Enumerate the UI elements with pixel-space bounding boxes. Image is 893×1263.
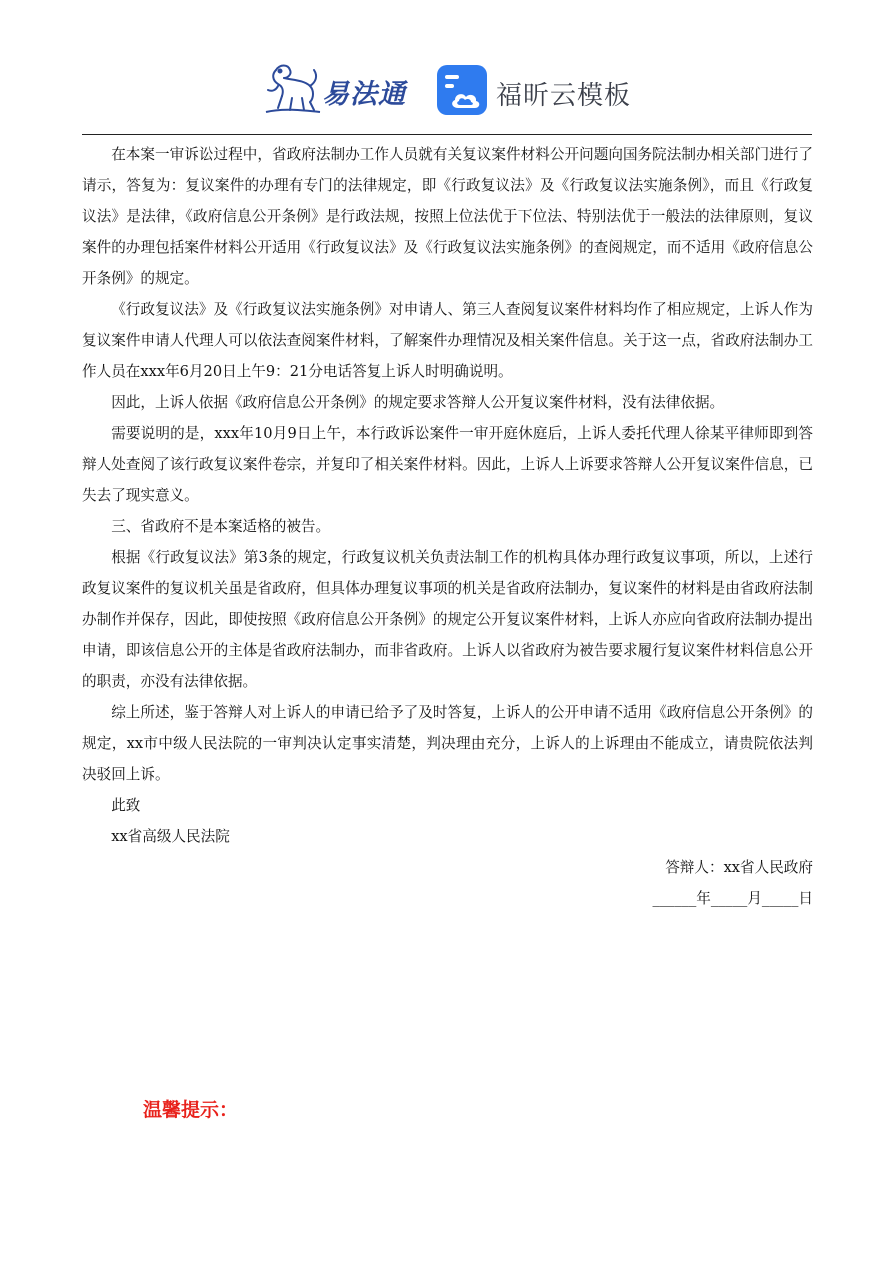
warm-tip-label: 温馨提示： bbox=[143, 1099, 239, 1121]
paragraph: 《行政复议法》及《行政复议法实施条例》对申请人、第三人查阅复议案件材料均作了相应规定，上诉人作为复议案件申请人代理人可以依法查阅案件材料，了解案件办理情况及相关案件信息。关于这一点，省政府法制办工作人员在xxx年6月20日上午9：21分电话答复上诉人时明确说明。 bbox=[82, 301, 813, 380]
cloud-document-icon bbox=[436, 64, 488, 116]
section-heading: 三、省政府不是本案适格的被告。 bbox=[111, 518, 331, 535]
paragraph: 根据《行政复议法》第3条的规定，行政复议机关负责法制工作的机构具体办理行政复议事项，所以，上述行政复议案件的复议机关虽是省政府，但具体办理复议事项的机关是省政府法制办，复议案件的材料是由省政府法制办制作并保存，因此，即使按照《政府信息公开条例》的规定公开复议案件材料，上诉人亦应向省政府法制办提出申请，即该信息公开的主体是省政府法制办，而非省政府。上诉人以省政府为被告要求履行复议案件材料信息公开的职责，亦没有法律依据。 bbox=[82, 549, 813, 690]
header-divider bbox=[82, 134, 812, 135]
addressee: xx省高级人民法院 bbox=[111, 828, 230, 845]
yifatong-logo bbox=[262, 60, 412, 116]
signature-date: ______年_____月_____日 bbox=[652, 890, 813, 907]
page-header bbox=[0, 58, 893, 124]
salutation: 此致 bbox=[111, 797, 141, 814]
paragraph: 在本案一审诉讼过程中，省政府法制办工作人员就有关复议案件材料公开问题向国务院法制办相关部门进行了请示，答复为：复议案件的办理有专门的法律规定，即《行政复议法》及《行政复议法实施条例》，而且《行政复议法》是法律，《政府信息公开条例》是行政法规，按照上位法优于下位法、特别法优于一般法的法律原则，复议案件的办理包括案件材料公开适用《行政复议法》及《行政复议法实施条例》的查阅规定，而不适用《政府信息公开条例》的规定。 bbox=[82, 146, 813, 287]
paragraph: 因此，上诉人依据《政府信息公开条例》的规定要求答辩人公开复议案件材料，没有法律依据。 bbox=[111, 394, 725, 411]
respondent-signature: 答辩人：xx省人民政府 bbox=[665, 859, 813, 876]
paragraph: 综上所述，鉴于答辩人对上诉人的申请已给予了及时答复，上诉人的公开申请不适用《政府信息公开条例》的规定，xx市中级人民法院的一审判决认定事实清楚，判决理由充分，上诉人的上诉理由不能成立，请贵院依法判决驳回上诉。 bbox=[82, 704, 813, 783]
yifatong-brand-text: 易法通 bbox=[322, 79, 406, 110]
qilin-emblem-icon bbox=[262, 60, 322, 116]
fuxin-brand-text: 福昕云模板 bbox=[496, 81, 632, 111]
paragraph: 需要说明的是，xxx年10月9日上午，本行政诉讼案件一审开庭休庭后，上诉人委托代理人徐某平律师即到答辩人处查阅了该行政复议案件卷宗，并复印了相关案件材料。因此，上诉人上诉要求答辩人公开复议案件信息，已失去了现实意义。 bbox=[82, 425, 813, 504]
document-body bbox=[82, 139, 813, 914]
fuxin-logo bbox=[436, 64, 636, 118]
